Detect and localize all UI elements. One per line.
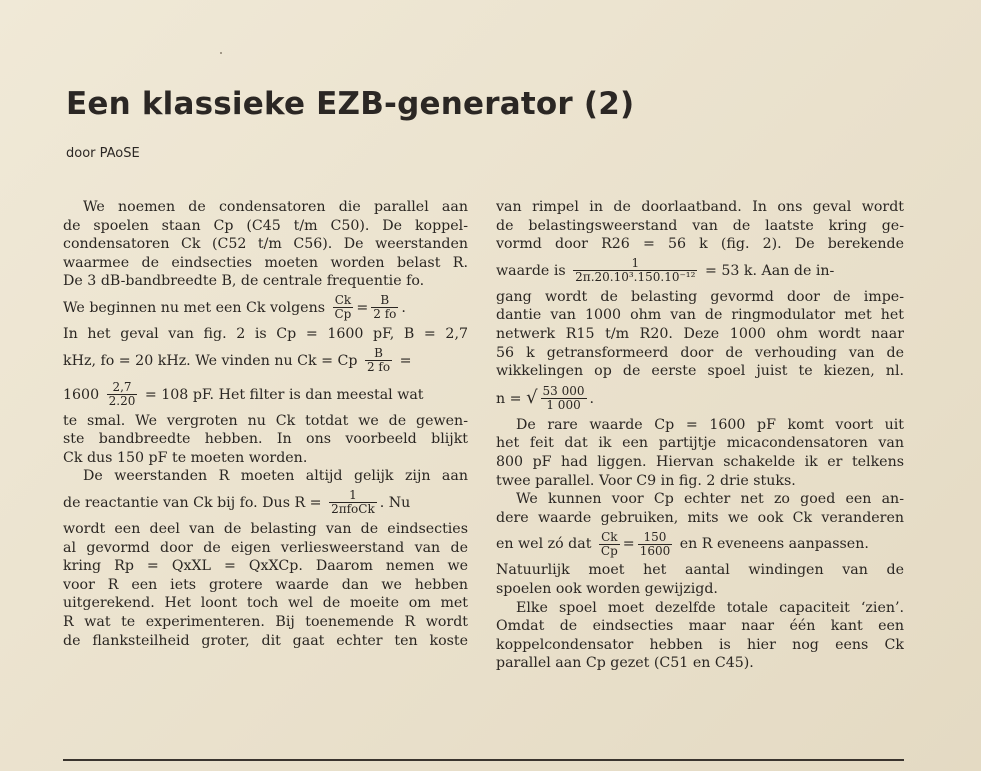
fraction [107, 381, 138, 408]
text-line: condensatoren Ck (C52 t/m C56). De weerstanden [63, 236, 468, 253]
text-line: het feit dat ik een partijtje micacondensatoren van [496, 435, 904, 452]
text-line: Omdat de eindsecties maar naar één kant een [496, 618, 904, 635]
text-fragment: n = [496, 390, 522, 407]
text-line: koppelcondensator hebben is hier nog eens Ck [496, 636, 904, 653]
numerator: Ck [333, 294, 354, 308]
text-line: In het geval van fig. 2 is Cp = 1600 pF, B = 2,7 [63, 325, 468, 342]
denominator: 1600 [639, 543, 671, 558]
formula-line [496, 527, 904, 561]
text-line: dere waarde gebruiken, mits we ook Ck veranderen [496, 509, 904, 526]
text-fragment: 1600 [63, 386, 100, 403]
text-fragment: . Nu [379, 494, 411, 511]
fraction [638, 531, 673, 558]
numerator: 150 [638, 531, 673, 545]
text-line: Natuurlijk moet het aantal windingen van de [496, 562, 904, 579]
text-line: netwerk R15 t/m R20. Deze 1000 ohm wordt naar [496, 325, 904, 342]
text-fragment: kHz, fo = 20 kHz. We vinden nu Ck = Cp [63, 352, 358, 369]
formula-line [496, 254, 904, 288]
text-line: R wat te experimenteren. Bij toenemende R wordt [63, 613, 468, 630]
numerator: 2,7 [107, 381, 138, 395]
denominator: 2.20 [108, 394, 136, 409]
fraction [365, 347, 392, 374]
fraction [371, 294, 398, 321]
text-fragment: = 53 k. Aan de in- [704, 262, 835, 279]
left-column [63, 198, 468, 650]
text-fragment: = 108 pF. Het filter is dan meestal wat [144, 386, 424, 403]
numerator: B [365, 347, 392, 361]
text-fragment: waarde is [496, 262, 566, 279]
denominator: 2π.20.10³.150.10⁻¹² [575, 270, 696, 285]
denominator: 2 fo [373, 307, 397, 322]
text-line: gang wordt de belasting gevormd door de impe- [496, 288, 904, 305]
fraction [333, 294, 354, 321]
text-fragment: de reactantie van Ck bij fo. Dus R = [63, 494, 322, 511]
text-line: voor R een iets grotere waarde dan we hebben [63, 576, 468, 593]
text-line: de belastingsweerstand van de laatste kring ge- [496, 217, 904, 234]
text-line: al gevormd door de eigen verliesweerstand van de [63, 539, 468, 556]
text-line: 800 pF had liggen. Hiervan schakelde ik er telkens [496, 453, 904, 470]
formula-line [63, 486, 468, 520]
text-line: wordt een deel van de belasting van de eindsecties [63, 520, 468, 537]
sqrt-icon: √ [526, 386, 538, 408]
fraction [599, 531, 620, 558]
text-line: vormd door R26 = 56 k (fig. 2). De berekende [496, 236, 904, 253]
text-line: de spoelen staan Cp (C45 t/m C50). De koppel- [63, 217, 468, 234]
numerator: Ck [599, 531, 620, 545]
text-line: De weerstanden R moeten altijd gelijk zijn aan [83, 468, 468, 485]
numerator: B [371, 294, 398, 308]
denominator: 2πfoCk [331, 502, 375, 517]
text-line: We noemen de condensatoren die parallel aan [83, 199, 468, 215]
fraction [573, 257, 697, 284]
fraction [541, 385, 587, 412]
bottom-rule [63, 759, 904, 761]
numerator: 53 000 [542, 384, 585, 399]
text-fragment: We beginnen nu met een Ck volgens [63, 299, 325, 316]
text-line: van rimpel in de doorlaatband. In ons geval wordt [496, 199, 904, 215]
text-line: waarmee de eindsecties moeten worden belast R. [63, 254, 468, 271]
numerator: 1 [573, 257, 697, 271]
formula-line [63, 344, 468, 378]
formula-line [63, 291, 468, 325]
speck [220, 52, 222, 54]
text-line: dantie van 1000 ohm van de ringmodulator met het [496, 307, 904, 324]
formula-line [496, 381, 904, 416]
article-author: door PAoSE [66, 146, 140, 161]
equals-sign: = [356, 299, 369, 316]
text-line: wikkelingen op de eerste spoel juist te kiezen, nl. [496, 363, 904, 380]
text-line: de flanksteilheid groter, dit gaat echter ten koste [63, 632, 468, 649]
equals-sign: = [622, 536, 635, 553]
text-line: De rare waarde Cp = 1600 pF komt voort uit [516, 416, 904, 433]
text-line: ste bandbreedte hebben. In ons voorbeeld blijkt [63, 431, 468, 448]
right-column [496, 198, 904, 673]
text-line: Elke spoel moet dezelfde totale capaciteit ‘zien’. [516, 599, 904, 616]
denominator: 1 000 [546, 398, 581, 413]
text-line: De 3 dB-bandbreedte B, de centrale frequentie fo. [63, 273, 425, 290]
text-line: twee parallel. Voor C9 in fig. 2 drie stuks. [496, 472, 796, 489]
fraction [329, 489, 377, 516]
text-fragment: . [401, 299, 406, 316]
text-line: uitgerekend. Het loont toch wel de moeite om met [63, 595, 468, 612]
text-line: kring Rp = QxXL = QxXCp. Daarom nemen we [63, 558, 468, 575]
denominator: 2 fo [366, 360, 391, 375]
text-line: spoelen ook worden gewijzigd. [496, 580, 718, 597]
text-line: 56 k getransformeerd door de verhouding van de [496, 344, 904, 361]
article-title: Een klassieke EZB-generator (2) [66, 86, 635, 122]
text-line: Ck dus 150 pF te moeten worden. [63, 449, 308, 466]
numerator: 1 [329, 489, 377, 503]
formula-line [63, 378, 468, 412]
text-line: parallel aan Cp gezet (C51 en C45). [496, 655, 754, 672]
denominator: Cp [334, 307, 352, 322]
text-fragment: . [589, 390, 595, 407]
text-fragment: en R eveneens aanpassen. [679, 536, 869, 553]
text-line: We kunnen voor Cp echter net zo goed een an- [516, 491, 904, 508]
text-fragment: en wel zó dat [496, 536, 592, 553]
text-fragment: = [399, 352, 412, 369]
denominator: Cp [600, 543, 618, 558]
text-line: te smal. We vergroten nu Ck totdat we de gewen- [63, 412, 468, 429]
